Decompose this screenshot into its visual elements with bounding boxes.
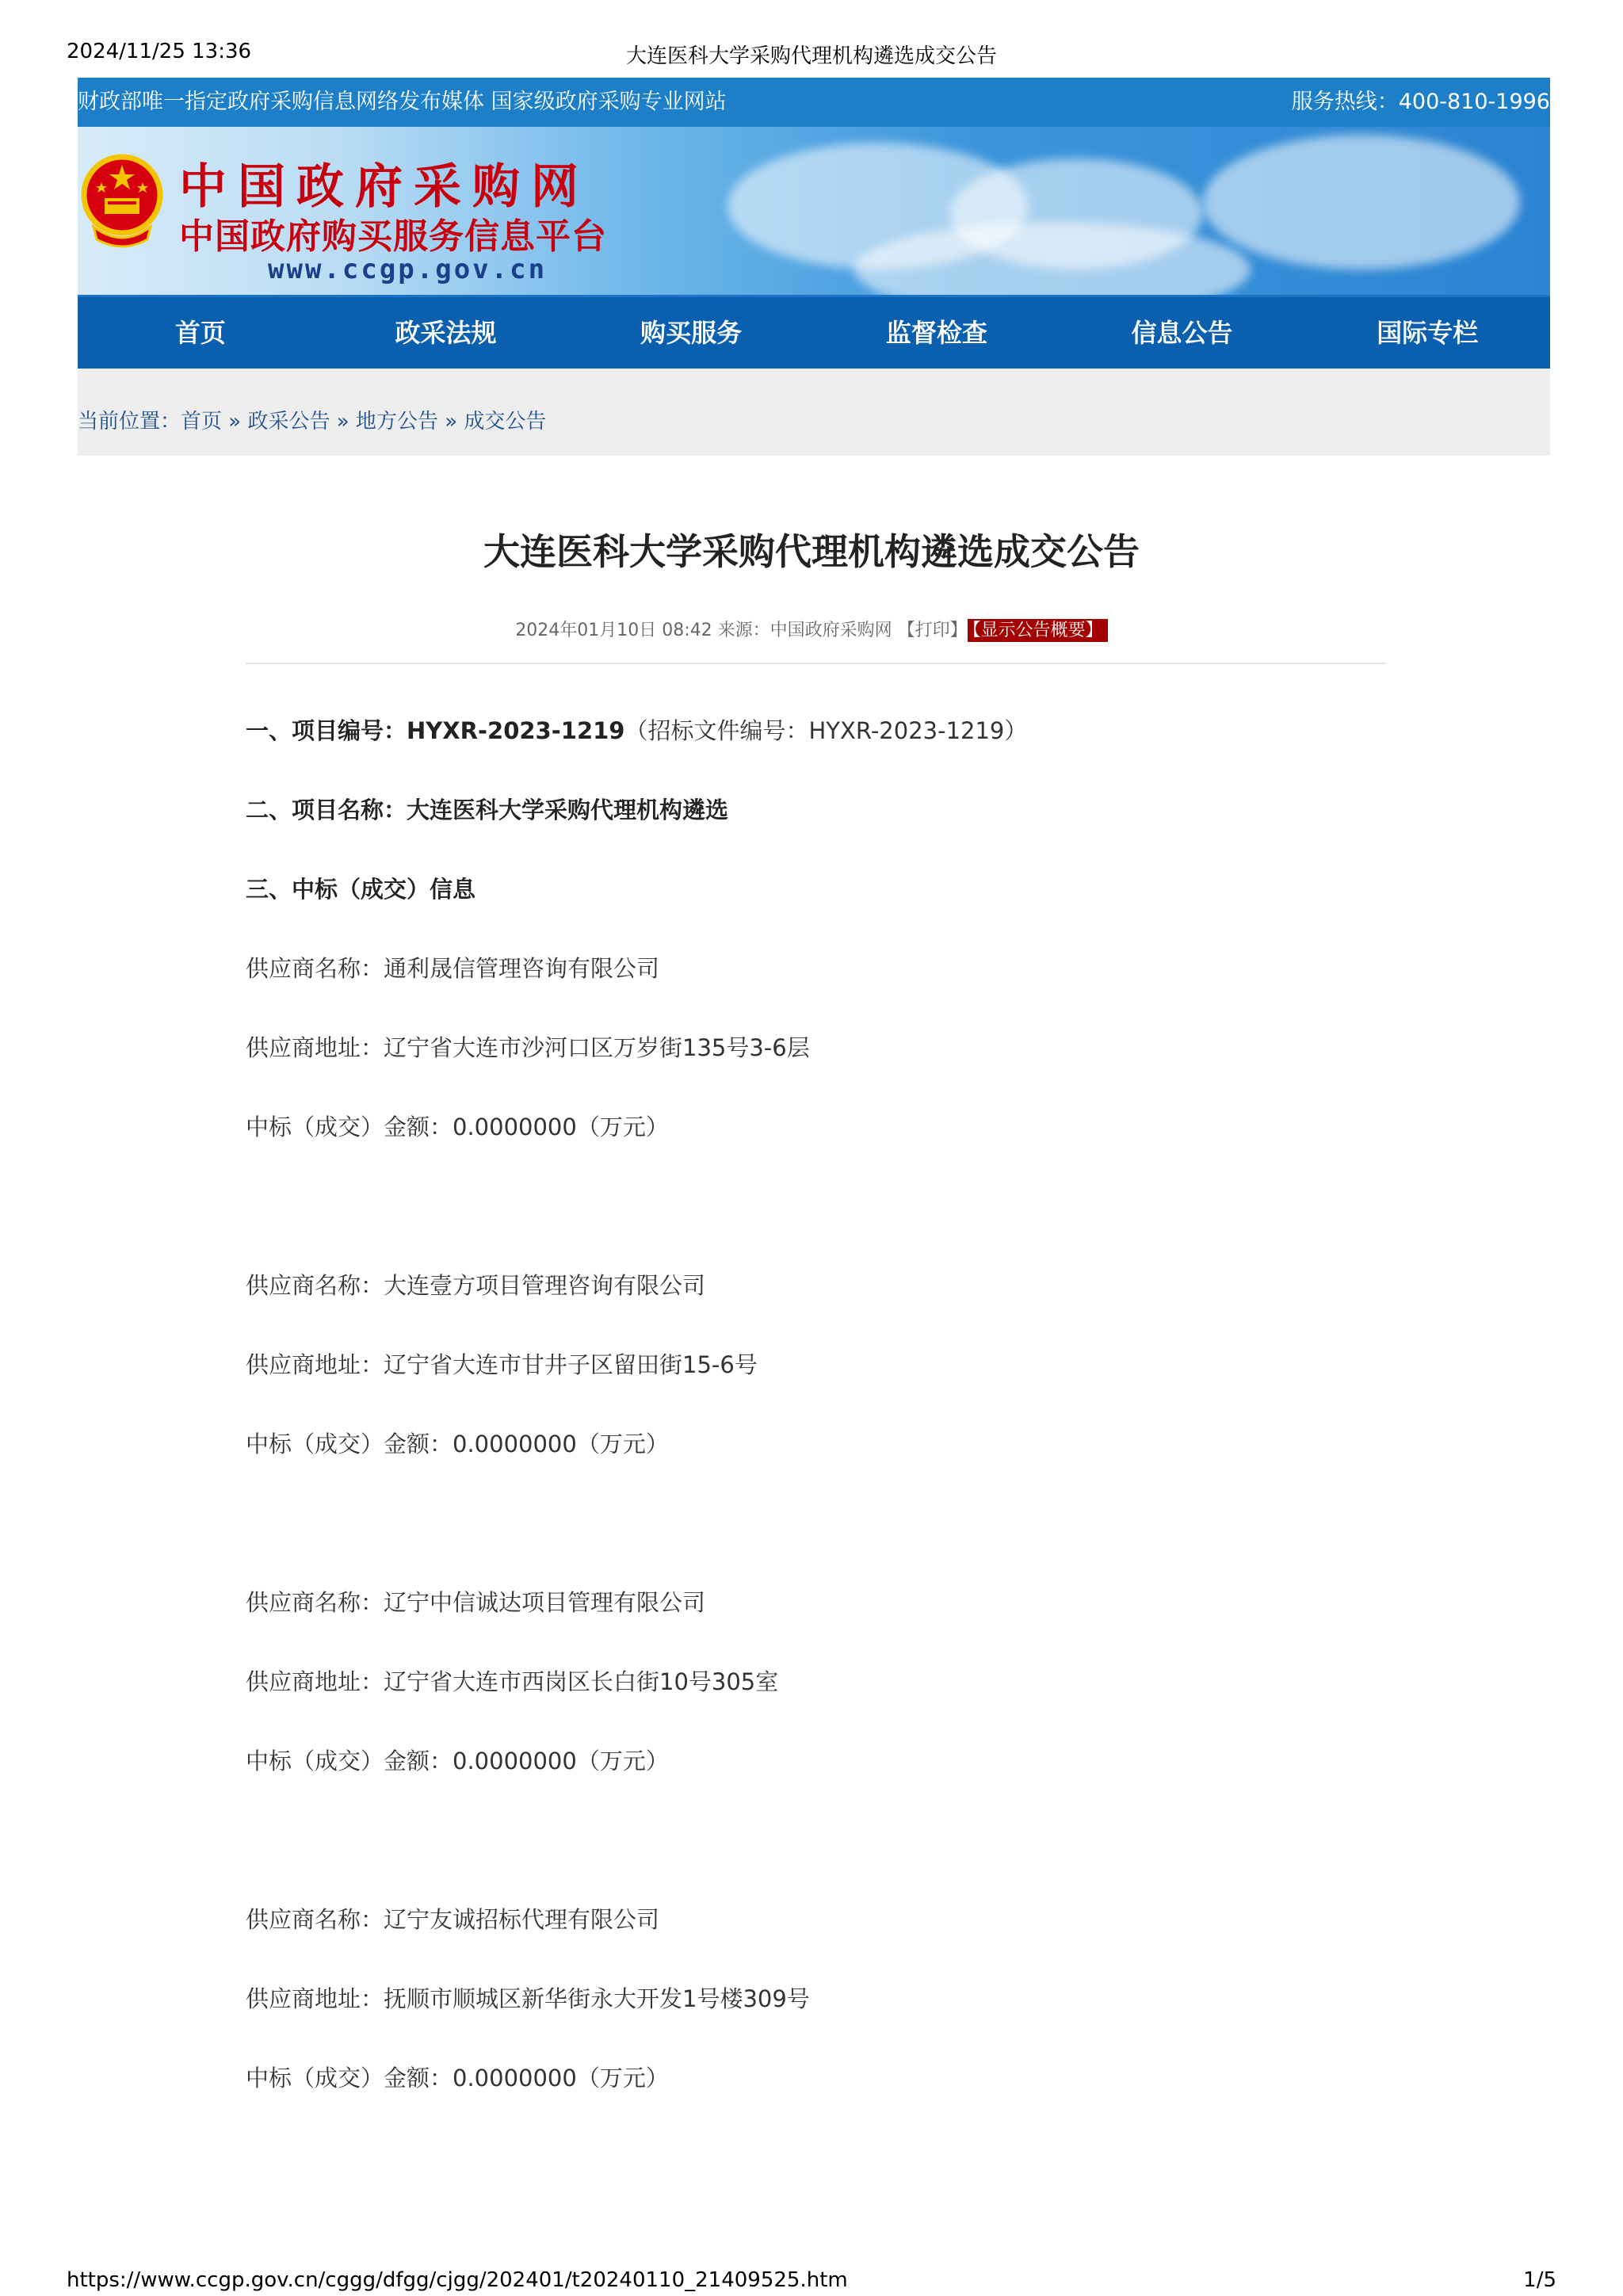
- top-info-bar: [78, 78, 1550, 127]
- supplier-amount: 中标（成交）金额：0.0000000（万元）: [246, 1748, 669, 1775]
- supplier-address: 供应商地址：抚顺市顺城区新华街永大开发1号楼309号: [246, 1985, 810, 2012]
- supplier-name: 供应商名称：辽宁友诚招标代理有限公司: [246, 1906, 660, 1933]
- project-number: [246, 713, 1027, 746]
- print-header: [0, 40, 1623, 71]
- supplier-amount: 中标（成交）金额：0.0000000（万元）: [246, 2065, 669, 2092]
- breadcrumb-separator: »: [330, 410, 356, 434]
- award-info-heading: 三、中标（成交）信息: [246, 876, 476, 903]
- main-nav: [78, 295, 1550, 369]
- national-emblem-icon: [78, 151, 166, 252]
- article-meta-text[interactable]: 2024年01月10日 08:42 来源：中国政府采购网 【打印】: [515, 621, 968, 640]
- supplier-address: 供应商地址：辽宁省大连市沙河口区万岁街135号3-6层: [246, 1034, 810, 1061]
- site-logo-title[interactable]: 中国政府采购网: [179, 159, 590, 215]
- site-logo-url: www.ccgp.gov.cn: [268, 254, 548, 285]
- nav-item-international[interactable]: 国际专栏: [1377, 318, 1479, 348]
- project-number-value: HYXR-2023-1219: [407, 717, 625, 744]
- supplier-address: 供应商地址：辽宁省大连市甘井子区留田街15-6号: [246, 1351, 758, 1378]
- project-number-label: 一、项目编号：: [246, 717, 407, 744]
- breadcrumb-prefix: 当前位置：: [78, 410, 181, 434]
- project-name: 二、项目名称：大连医科大学采购代理机构遴选: [246, 797, 729, 823]
- print-datetime: 2024/11/25 13:36: [67, 40, 252, 63]
- supplier-address: 供应商地址：辽宁省大连市西岗区长白街10号305室: [246, 1668, 779, 1695]
- breadcrumb-home[interactable]: 首页: [181, 410, 223, 434]
- breadcrumb-procurement[interactable]: 政采公告: [247, 410, 330, 434]
- nav-item-supervision[interactable]: 监督检查: [885, 318, 987, 348]
- nav-item-announcements[interactable]: 信息公告: [1131, 318, 1233, 348]
- print-url: https://www.ccgp.gov.cn/cggg/dfgg/cjgg/202401/t20240110_21409525.htm: [67, 2268, 848, 2292]
- show-summary-button[interactable]: 【显示公告概要】: [968, 619, 1108, 642]
- nav-item-home[interactable]: 首页: [174, 318, 226, 348]
- nav-item-regulations[interactable]: 政采法规: [395, 318, 497, 348]
- supplier-name: 供应商名称：通利晟信管理咨询有限公司: [246, 955, 660, 982]
- project-number-note: （招标文件编号：HYXR-2023-1219）: [624, 717, 1028, 744]
- supplier-amount: 中标（成交）金额：0.0000000（万元）: [246, 1431, 669, 1457]
- breadcrumb-separator: »: [222, 410, 248, 434]
- site-container: [78, 78, 1550, 456]
- site-banner: [78, 127, 1550, 295]
- breadcrumb: [78, 369, 1550, 456]
- supplier-amount: 中标（成交）金额：0.0000000（万元）: [246, 1114, 669, 1140]
- print-page-number: 1/5: [1523, 2268, 1556, 2292]
- breadcrumb-local[interactable]: 地方公告: [355, 410, 438, 434]
- supplier-name: 供应商名称：辽宁中信诚达项目管理有限公司: [246, 1589, 706, 1616]
- breadcrumb-deal[interactable]: 成交公告: [464, 410, 547, 434]
- site-slogan: 财政部唯一指定政府采购信息网络发布媒体 国家级政府采购专业网站: [78, 90, 727, 114]
- article-title: 大连医科大学采购代理机构遴选成交公告: [483, 530, 1140, 573]
- service-hotline: 服务热线：400-810-1996: [1291, 90, 1550, 114]
- nav-item-purchase-services[interactable]: 购买服务: [640, 318, 743, 348]
- article-meta: [0, 617, 1623, 641]
- print-page-title: 大连医科大学采购代理机构遴选成交公告: [625, 44, 997, 68]
- breadcrumb-separator: »: [437, 410, 464, 434]
- supplier-name: 供应商名称：大连壹方项目管理咨询有限公司: [246, 1272, 706, 1299]
- title-divider: [246, 663, 1385, 664]
- site-logo-subtitle: 中国政府购买服务信息平台: [179, 216, 607, 257]
